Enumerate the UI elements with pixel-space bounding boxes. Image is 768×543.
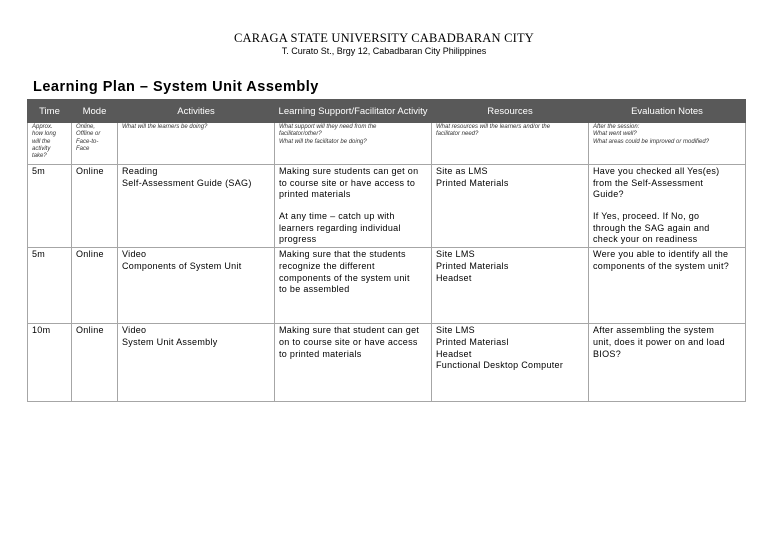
cell-line: progress [279,234,317,245]
cell-line: System Unit Assembly [122,336,218,347]
cell-line: on to course site or have access [279,336,418,347]
cell-mode: Online [72,248,118,324]
cell-line: to be assembled [279,284,350,295]
university-name: CARAGA STATE UNIVERSITY CABADBARAN CITY [233,31,535,45]
hint-line: What will the learners be doing? [122,124,208,130]
cell-line: check your on readiness [593,234,698,245]
hint-line: Face-to- [76,138,99,145]
hint-line: What support will they need from the [279,124,377,130]
cell-support [275,324,432,402]
hint-evaluation [589,123,746,165]
cell-line: components of the system unit [279,272,410,283]
cell-time: 5m [28,165,72,248]
column-header-evaluation: Evaluation Notes [589,100,746,123]
cell-evaluation [589,324,746,402]
cell-line: BIOS? [593,348,622,359]
hint-resources [432,123,589,165]
plan-title: Learning Plan – System Unit Assembly [33,79,319,95]
cell-resources [432,165,589,248]
column-header-support: Learning Support/Facilitator Activity [275,100,432,123]
cell-line: Site LMS [436,249,475,260]
cell-line: Functional Desktop Computer [436,360,564,371]
hint-line: What will the facilitator be doing? [279,138,367,145]
cell-line: Video [122,249,147,260]
hint-line: What went well? [593,131,637,138]
cell-time: 10m [28,324,72,402]
table-row [28,165,746,248]
cell-line: to course site or have access to [279,177,416,188]
cell-line: Were you able to identify all the [593,249,729,260]
cell-line: through the SAG again and [593,222,710,233]
column-header-activities: Activities [118,100,275,123]
table-header-row [28,100,746,123]
hint-line: how long [32,131,57,138]
hint-line: will the [32,138,51,145]
cell-time: 5m [28,248,72,324]
cell-activities [118,165,275,248]
hint-line: Approx. [32,124,53,130]
cell-line: Making sure that student can get [279,325,420,336]
cell-line: Printed Materiasl [436,336,509,347]
cell-activities [118,248,275,324]
cell-line: Components of System Unit [122,260,242,271]
cell-resources [432,324,589,402]
table-row [28,324,746,402]
column-header-mode: Mode [72,100,118,123]
cell-mode: Online [72,324,118,402]
table-row [28,248,746,324]
hint-line: take? [32,153,47,160]
hint-line: Face [76,145,90,152]
cell-line: Self-Assessment Guide (SAG) [122,177,252,188]
hint-row [28,123,746,165]
cell-line: Making sure students can get on [279,166,419,176]
cell-line: from the Self-Assessment [593,177,704,188]
hint-support [275,123,432,165]
cell-line: printed materials [279,189,351,200]
hint-line: facilitator need? [436,131,479,138]
cell-line: Headset [436,272,472,283]
hint-line: facilitator/other? [279,131,322,138]
cell-evaluation [589,248,746,324]
cell-line: Have you checked all Yes(es) [593,166,720,176]
cell-line: to printed materials [279,348,362,359]
hint-time [28,123,72,165]
cell-line: Video [122,325,147,336]
hint-line: Offline or [76,131,101,138]
cell-line: After assembling the system [593,325,715,336]
cell-line: learners regarding individual [279,222,401,233]
cell-line: Site LMS [436,325,475,336]
hint-line: Online, [76,124,96,130]
cell-line: At any time – catch up with [279,211,395,222]
cell-support [275,248,432,324]
hint-line: After the session: [593,124,640,130]
cell-line: If Yes, proceed. If No, go [593,211,700,222]
cell-line: components of the system unit? [593,260,730,271]
cell-line: Reading [122,166,158,176]
cell-line: Printed Materials [436,260,509,271]
column-header-time: Time [28,100,72,123]
cell-resources [432,248,589,324]
cell-support [275,165,432,248]
cell-line: unit, does it power on and load [593,336,725,347]
cell-line: recognize the different [279,260,375,271]
cell-evaluation [589,165,746,248]
cell-line: Making sure that the students [279,249,406,260]
learning-plan-table [27,99,746,402]
cell-line: Headset [436,348,472,359]
cell-line: Printed Materials [436,177,509,188]
hint-mode [72,123,118,165]
cell-line: Site as LMS [436,166,488,176]
cell-mode: Online [72,165,118,248]
university-address: T. Curato St., Brgy 12, Cabadbaran City Philippines [281,46,487,56]
hint-line: What areas could be improved or modified? [593,138,710,145]
hint-line: What resources will the learners and/or the [436,124,551,130]
hint-line: activity [32,145,51,152]
cell-line: Guide? [593,189,624,200]
cell-activities [118,324,275,402]
hint-activities [118,123,275,165]
column-header-resources: Resources [432,100,589,123]
